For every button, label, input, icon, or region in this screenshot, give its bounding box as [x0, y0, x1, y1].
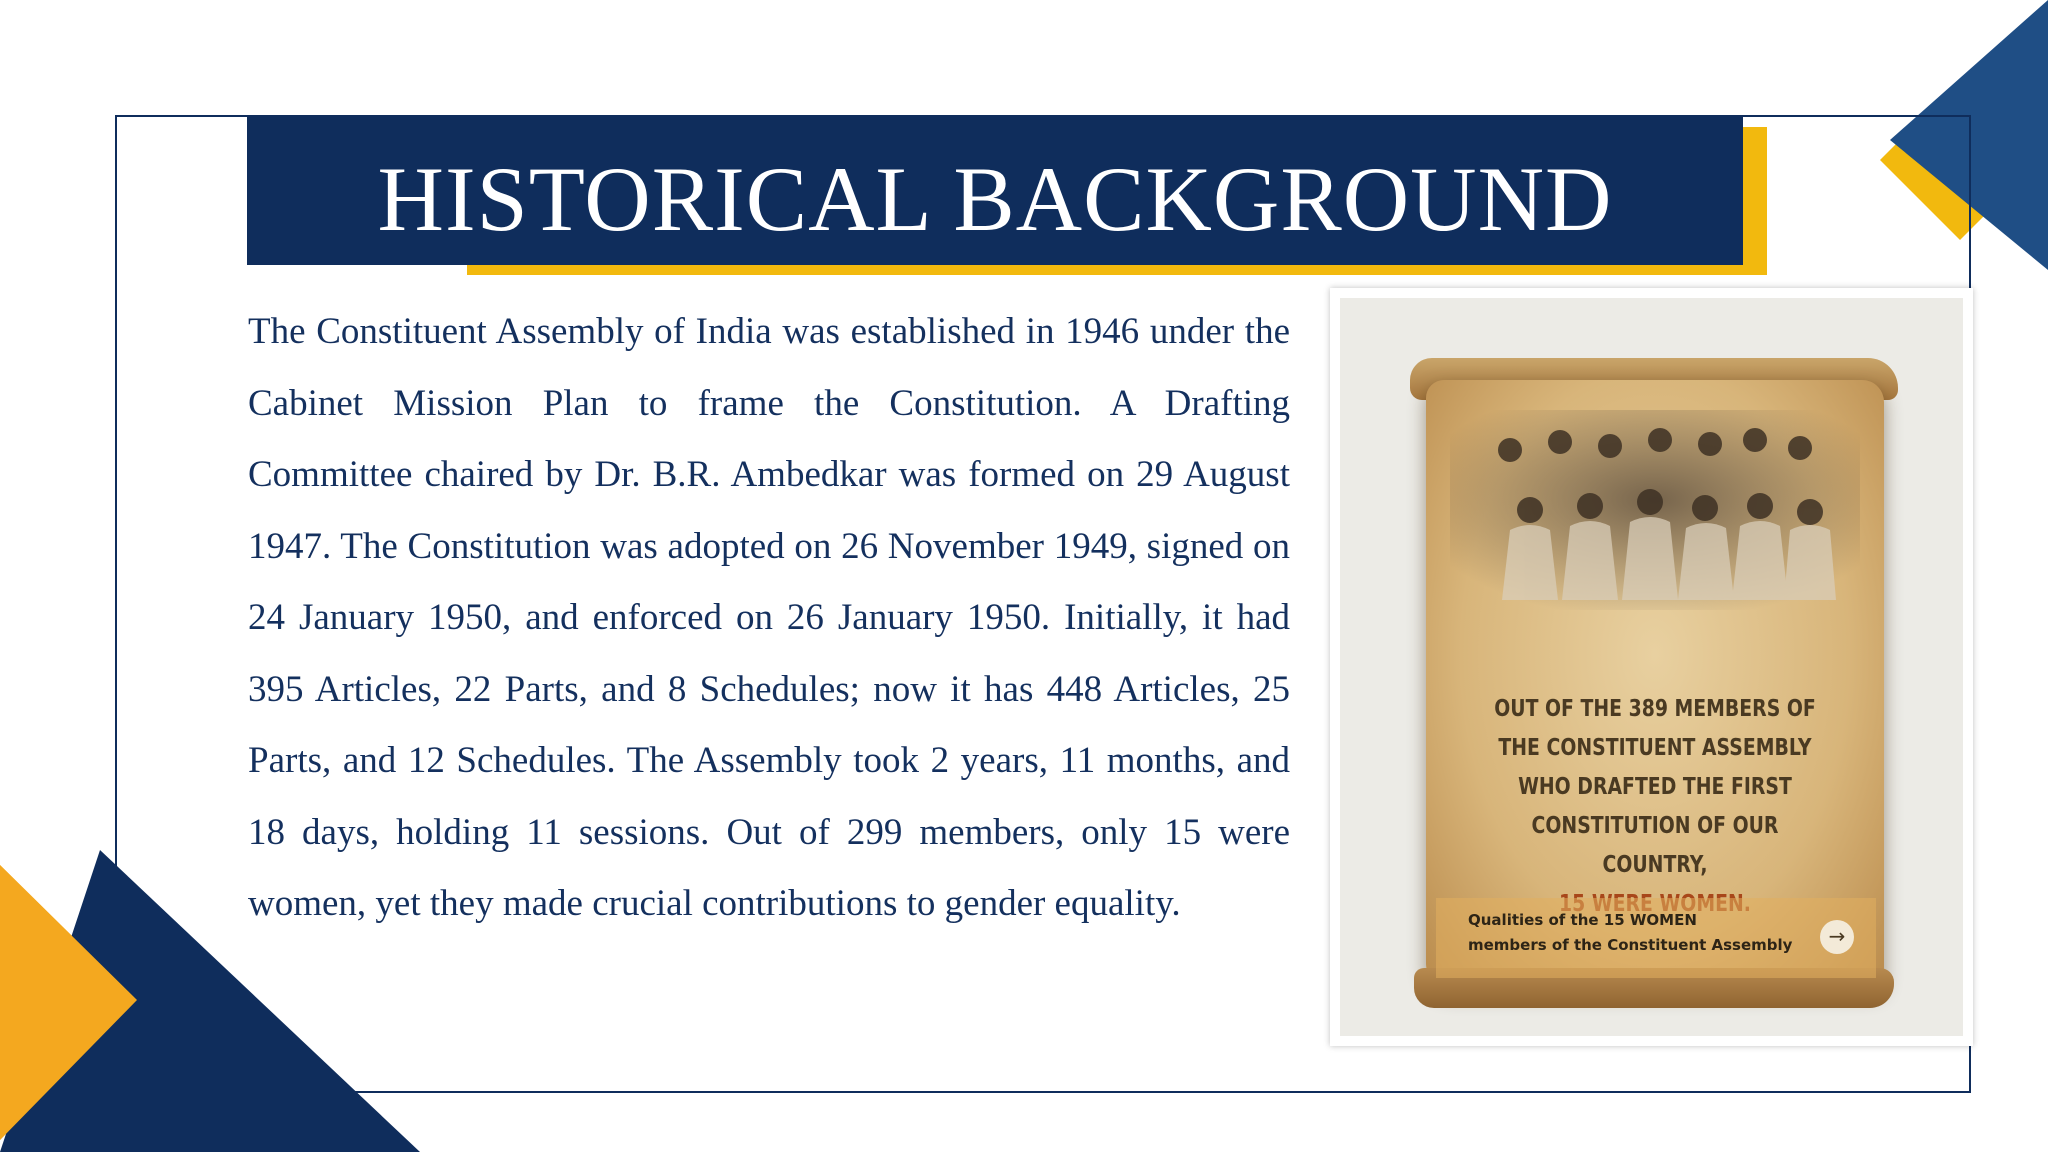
headline-line-1: OUT OF THE 389 MEMBERS OF [1494, 696, 1816, 722]
caption-text [1468, 908, 1792, 958]
headline-line-4: CONSTITUTION OF OUR COUNTRY, [1531, 813, 1779, 878]
title-banner [247, 115, 1743, 265]
slide-title: HISTORICAL BACKGROUND [377, 148, 1613, 250]
body-paragraph: The Constituent Assembly of India was established in 1946 under the Cabinet Mission Plan to frame the Constitution. A Drafting Committee chaired by Dr. B.R. Ambedkar was formed on 29 August 1947. The Constitution was adopted on 26 November 1949, signed on 24 January 1950, and enforced on 26 January 1950. Initially, it had 395 Articles, 22 Parts, and 8 Schedules; now it has 448 Articles, 25 Parts, and 12 Schedules. The Assembly took 2 years, 11 months, and 18 days, holding 11 sessions. Out of 299 members, only 15 were women, yet they made crucial contributions to gender equality. [248, 311, 1290, 924]
arrow-right-icon: → [1820, 920, 1854, 954]
illustration-image [1340, 298, 1963, 1036]
group-photo [1450, 410, 1860, 610]
scroll-headline [1479, 690, 1832, 924]
headline-line-2: THE CONSTITUENT ASSEMBLY [1498, 735, 1812, 761]
caption-line-2: members of the Constituent Assembly [1468, 936, 1793, 954]
caption-band [1436, 898, 1876, 978]
headline-line-3: WHO DRAFTED THE FIRST [1518, 774, 1792, 800]
caption-line-1: Qualities of the 15 WOMEN [1468, 911, 1697, 929]
illustration-card [1330, 288, 1973, 1046]
